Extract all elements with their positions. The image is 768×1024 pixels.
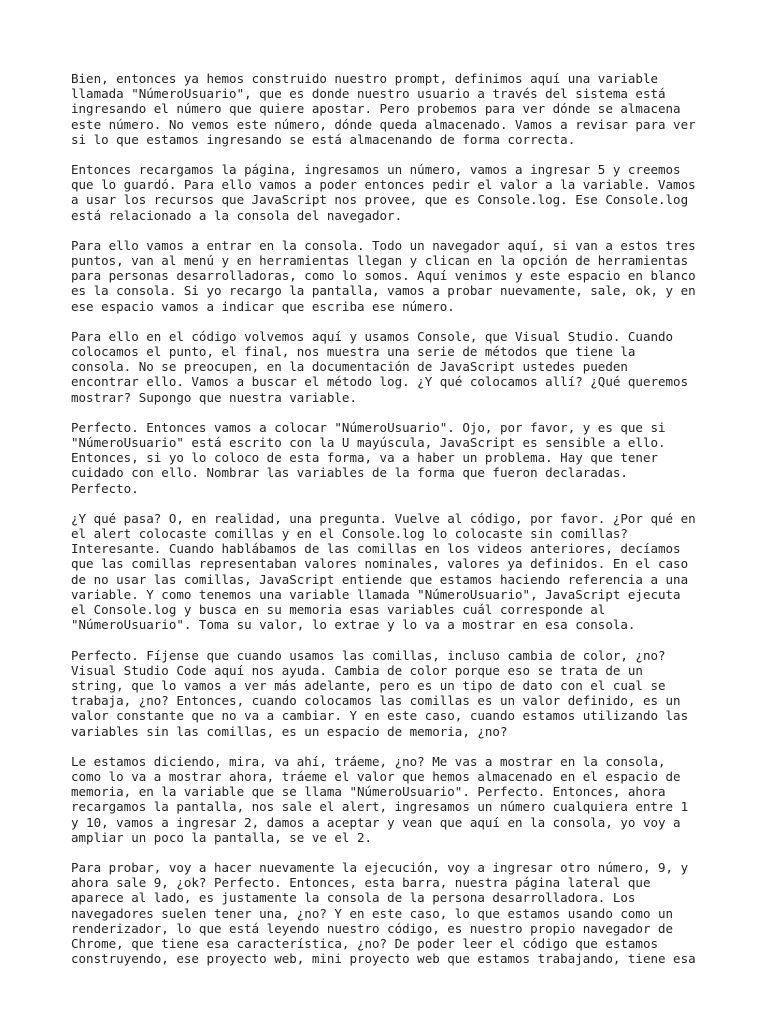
- paragraph-5: Perfecto. Entonces vamos a colocar "NúmeroUsuario". Ojo, por favor, y es que si "NúmeroUsuario" está escrito con la U mayúscula, JavaScript es sensible a ello. Entonces, si yo lo coloco de esta forma, va a haber un problema. Hay que tener cuidado con ello. Nombrar las variables de la forma que fueron declaradas. Perfecto.: [71, 419, 666, 496]
- paragraph-6: ¿Y qué pasa? O, en realidad, una pregunta. Vuelve al código, por favor. ¿Por qué en el alert colocaste comillas y en el Console.log lo colocaste sin comillas? Interesante. Cuando hablábamos de las comillas en los videos anteriores, decíamos que las comillas representaban valores nominales, valores ya definidos. En el caso de no usar las comillas, JavaScript entiende que estamos haciendo referencia a una variable. Y como tenemos una variable llamada "NúmeroUsuario", JavaScript ejecuta el Console.log y busca en su memoria esas variables cuál corresponde al "NúmeroUsuario". Toma su valor, lo extrae y lo va a mostrar en esa consola.: [71, 510, 696, 633]
- paragraph-7: Perfecto. Fíjense que cuando usamos las comillas, incluso cambia de color, ¿no? Visual Studio Code aquí nos ayuda. Cambia de color porque eso se trata de un string, que lo vamos a ver más adelante, pero es un tipo de dato con el cual se trabaja, ¿no? Entonces, cuando colocamos las comillas es un valor definido, es un valor constante que no va a cambiar. Y en este caso, cuando estamos utilizando las variables sin las comillas, es un espacio de memoria, ¿no?: [71, 647, 689, 739]
- paragraph-3: Para ello vamos a entrar en la consola. Todo un navegador aquí, si van a estos tres puntos, van al menú y en herramientas llegan y clican en la opción de herramientas para personas desarrolladoras, como lo somos. Aquí venimos y este espacio en blanco es la consola. Si yo recargo la pantalla, vamos a probar nuevamente, sale, ok, y en ese espacio vamos a indicar que escriba ese número.: [71, 237, 696, 314]
- document-body: [71, 71, 711, 981]
- paragraph-9: Para probar, voy a hacer nuevamente la ejecución, voy a ingresar otro número, 9, y ahora sale 9, ¿ok? Perfecto. Entonces, esta barra, nuestra página lateral que aparece al lado, es justamente la consola de la persona desarrolladora. Los navegadores suelen tener una, ¿no? Y en este caso, lo que estamos usando como un renderizador, lo que está leyendo nuestro código, es nuestro propio navegador de Chrome, que tiene esa característica, ¿no? De poder leer el código que estamos construyendo, ese proyecto web, mini proyecto web que estamos trabajando, tiene esa: [71, 859, 696, 967]
- paragraph-1: Bien, entonces ya hemos construido nuestro prompt, definimos aquí una variable llamada "NúmeroUsuario", que es donde nuestro usuario a través del sistema está ingresando el número que quiere apostar. Pero probemos para ver dónde se almacena este número. No vemos este número, dónde queda almacenado. Vamos a revisar para ver si lo que estamos ingresando se está almacenando de forma correcta.: [71, 71, 696, 147]
- paragraph-2: Entonces recargamos la página, ingresamos un número, vamos a ingresar 5 y creemos que lo guardó. Para ello vamos a poder entonces pedir el valor a la variable. Vamos a usar los recursos que JavaScript nos provee, que es Console.log. Ese Console.log está relacionado a la consola del navegador.: [71, 162, 696, 223]
- paragraph-4: Para ello en el código volvemos aquí y usamos Console, que Visual Studio. Cuando colocamos el punto, el final, nos muestra una serie de métodos que tiene la consola. No se preocupen, en la documentación de JavaScript ustedes pueden encontrar ello. Vamos a buscar el método log. ¿Y qué colocamos allí? ¿Qué queremos mostrar? Supongo que nuestra variable.: [71, 328, 689, 405]
- paragraph-8: Le estamos diciendo, mira, va ahí, tráeme, ¿no? Me vas a mostrar en la consola, como lo va a mostrar ahora, tráeme el valor que hemos almacenado en el espacio de memoria, en la variable que se llama "NúmeroUsuario". Perfecto. Entonces, ahora recargamos la pantalla, nos sale el alert, ingresamos un número cualquiera entre 1 y 10, vamos a ingresar 2, damos a aceptar y vean que aquí en la consola, yo voy a ampliar un poco la pantalla, se ve el 2.: [71, 753, 689, 845]
